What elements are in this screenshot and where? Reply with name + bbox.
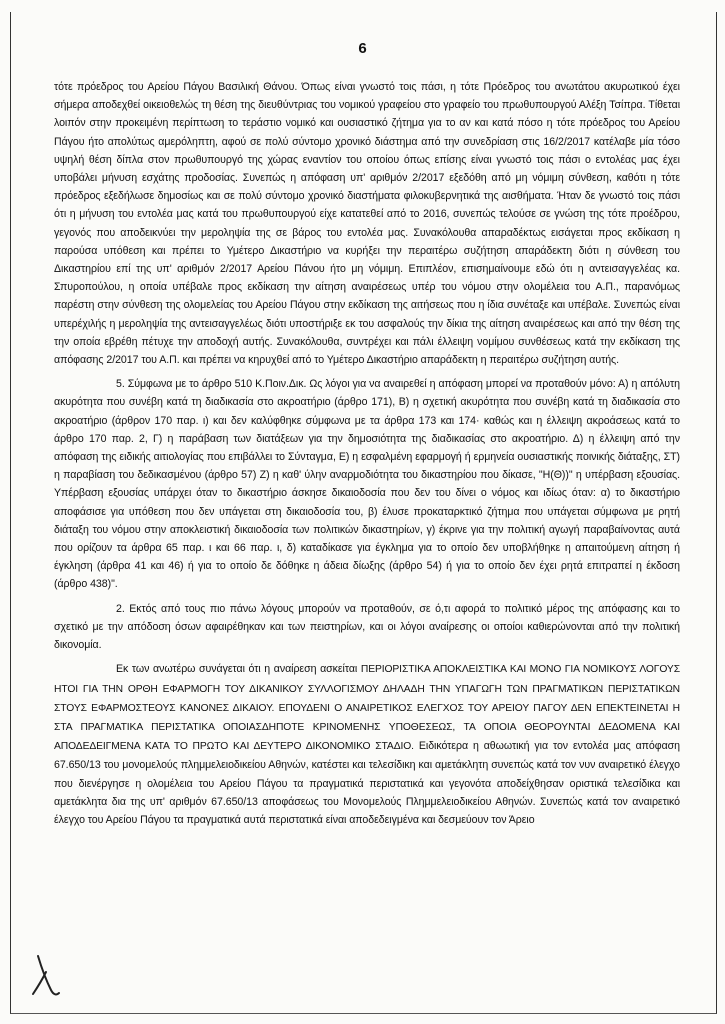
conclusion-intro: Εκ των ανωτέρω συνάγεται ότι η αναίρεση ασκείται	[116, 663, 358, 676]
document-body	[54, 78, 680, 835]
conclusion-rest: Ειδικότερα η αθωωτική για τον εντολέα μας απόφαση 67.650/13 του μονομελούς πλημμελειοδικείου Αθηνών, κατέστει και τελεσίδικη και αμετάκλητη συνεπώς κατά τον νυν αναιρετικό έλεγχο που διενέργησε η ολομέλεια του Αρείου Πάγου τα πραγματικά περιστατικά και γεγονότα αποδείχθησαν οριστικά τελεσίδικα και αμετάκλητα δια της υπ' αριθμόν 67.650/13 αποφάσεως του Μονομελούς Πλημμελειοδικείου Αθηνών. Συνεπώς κατά τον αναιρετικό έλεγχο του Αρείου Πάγου τα πραγματικά αυτά περιστατικά είναι αποδεδειγμένα και δεσμεύουν τον Άρειο	[54, 740, 680, 826]
page-number: 6	[358, 40, 367, 57]
paragraph-grounds-composition: τότε πρόεδρος του Αρείου Πάγου Βασιλική Θάνου. Όπως είναι γνωστό τοις πάσι, η τότε Πρόεδρος του ανωτάτου ακυρωτικού έχει σήμερα αποδεχθεί οικειοθελώς τη θέση της διευθύντριας του νομικού γραφείου στο γραφείο του πρωθυπουργού Αλέξη Τσίπρα. Τίθεται λοιπόν στην προκειμένη περίπτωση το τεράστιο νομικό και ουσιαστικό ζήτημα για το αν και κατά πόσο η τότε πρόεδρος του Αρείου Πάγου ήτο απολύτως αμερόληπτη, αφού σε πολύ σύντομο χρονικό διάστημα από την συνεδρίαση στις 16/2/2017 κατέλαβε μία τόσο υψηλή θέση δίπλα στον πρωθυπουργό της χώρας εναντίον του οποίου όπως επίσης είναι γνωστό τοις πάσι ο εντολέας μας έχει υποβάλει μήνυση εσχάτης προδοσίας. Συνεπώς η απόφαση υπ' αριθμόν 2/2017 εξεδόθη από μη νόμιμη σύνθεση, καθότι η τότε πρόεδρος εξεδήλωσε δημοσίως και σε πολύ σύντομο χρονικό διαστήματα φιλοκυβερνητικά της αισθήματα. Ήταν δε γνωστό τοις πάσι ότι η μήνυση του εντολέα μας κατά του πρωθυπουργού είχε κατατεθεί από το 2016, συνεπώς τελούσε σε γνώση της τότε προέδρου, γεγονός που αποδεικνύει την μεροληψία της σε βάρος του εντολέα μας. Συνακόλουθα απαραδέκτως εισάγεται προς εκδίκαση η παρούσα υπόθεση και πρέπει το Υμέτερο Δικαστήριο να κυρήξει την περαιτέρω συζήτηση απαράδεκτη διότι η σύνθεση του Δικαστηρίου επί της υπ' αριθμόν 2/2017 Αρείου Πάνου ήτο μη νόμιμη. Επιπλέον, επισημαίνουμε εδώ ότι η αντεισαγγελέας κα. Σπυροπούλου, η οποία υπέβαλε προς εκδίκαση την αίτηση αναιρέσεως υπέρ του νόμου στην ολομέλεια του Α.Π., παρανόμως παρέστη στην σύνθεση της ολομελείας του Αρείου Πάγου στην εκδίκαση της αιτήσεως που η ίδια συνέταξε και υπέβαλε. Συνεπώς είναι υπερέχιλής η μεροληψία της αντεισαγγελέως διότι υποστήριξε εκ του ασφαλούς την δίκια της αίτηση αναιρέσεως και από την θέση της την οποία εβρέθη πέτυχε την αποδοχή αυτής. Συνακόλουθα, συντρέχει και πάλι έλλειψη νομίμου συνθέσεως κατά την εκδίκαση της απόφασης 2/2017 του Α.Π. και πρέπει να κηρυχθεί από το Υμέτερο Δικαστήριο απαράδεκτη η περαιτέρω συζήτηση αυτής.	[54, 81, 680, 367]
paragraph-article-510: 5. Σύμφωνα με το άρθρο 510 Κ.Ποιν.Δικ. Ως λόγοι για να αναιρεθεί η απόφαση μπορεί να προταθούν μόνο: Α) η απόλυτη ακυρότητα που συνέβη κατά τη διαδικασία στο ακροατήριο (άρθρο 171), Β) η σχετική ακυρότητα που συνέβη κατά τη διαδικασία στο ακροατήριο (άρθρον 170 παρ. ι) και δεν καλύφθηκε σύμφωνα με τα άρθρα 173 και 174· καθώς και η έλλειψη ακροάσεως κατά το άρθρο 170 παρ. 2, Γ) η παράβαση των διατάξεων για την δημοσιότητα της διαδικασίας στο ακροατήριο. Δ) η έλλειψη από την απόφαση της ειδικής αιτιολογίας που επιβάλλει το Σύνταγμα, Ε) η εσφαλμένη εφαρμογή ή ερμηνεία ουσιαστικής ποινικής διάταξης, ΣΤ) η παραβίαση του δεδικασμένου (άρθρο 57) Ζ) η καθ' ύλην αναρμοδιότητα του δικαστηρίου που δίκασε, "Η(Θ))" η υπέρβαση εξουσίας. Υπέρβαση εξουσίας υπάρχει όταν το δικαστήριο άσκησε δικαιοδοσία που δεν του δίνει ο νόμος και ιδίως όταν: α) το δικαστήριο αποφάσισε για υπόθεση που δεν υπάγεται στη δικαιοδοσία του, β) έλυσε προκαταρκτικό ζήτημα που υπάγεται σύμφωνα με ρητή διάταξη του νόμου στην αποκλειστική δικαιοδοσία των πολιτικών δικαστηρίων, γ) έκρινε για την πολιτική αγωγή παραβαίνοντας αυτά που ορίζουν τα άρθρα 65 παρ. ι και 66 παρ. ι, δ) καταδίκασε για έγκλημα για το οποίο δεν υποβλήθηκε η απαιτούμενη αίτηση ή έγκληση (άρθρα 41 και 46) ή για το οποίο δε δόθηκε η άδεια δίωξης (άρθρο 54) ή για το οποίο δεν έχει ρητά επιτραπεί η έκδοση (άρθρο 438)".	[54, 378, 680, 591]
paragraph-civil-grounds: 2. Εκτός από τους πιο πάνω λόγους μπορούν να προταθούν, σε ό,τι αφορά το πολιτικό μέρος της απόφασης και το σχετικό με την απόδοση όσων αφαιρέθηκαν και των πειστηρίων, και οι λόγοι αναίρεσης οι οποίοι καθιερώνονται από την πολιτική δικονομία.	[54, 602, 680, 652]
conclusion-caps-emphasis: ΠΕΡΙΟΡΙΣΤΙΚΑ ΑΠΟΚΛΕΙΣΤΙΚΑ ΚΑΙ ΜΟΝΟ ΓΙΑ ΝΟΜΙΚΟΥΣ ΛΟΓΟΥΣ ΗΤΟΙ ΓΙΑ ΤΗΝ ΟΡΘΗ ΕΦΑΡΜΟΓΗ ΤΟΥ ΔΙΚΑΝΙΚΟΥ ΣΥΛΛΟΓΙΣΜΟΥ ΔΗΛΑΔΗ ΤΗΝ ΥΠΑΓΩΓΗ ΤΩΝ ΠΡΑΓΜΑΤΙΚΩΝ ΠΕΡΙΣΤΑΤΙΚΩΝ ΣΤΟΥΣ ΕΦΑΡΜΟΣΤΕΟΥΣ ΚΑΝΟΝΕΣ ΔΙΚΑΙΟΥ. ΕΠΟΥΔΕΝΙ Ο ΑΝΑΙΡΕΤΙΚΟΣ ΕΛΕΓΧΟΣ ΤΟΥ ΑΡΕΙΟΥ ΠΑΓΟΥ ΔΕΝ ΕΠΕΚΤΕΙΝΕΤΑΙ Η ΣΤΑ ΠΡΑΓΜΑΤΙΚΑ ΠΕΡΙΣΤΑΤΙΚΑ ΟΠΟΙΑΣΔΗΠΟΤΕ ΚΡΙΝΟΜΕΝΗΣ ΥΠΟΘΕΣΕΩΣ, ΤΑ ΟΠΟΙΑ ΘΕΟΡΟΥΝΤΑΙ ΔΕΔΟΜΕΝΑ ΚΑΙ ΑΠΟΔΕΔΕΙΓΜΕΝΑ ΚΑΤΑ ΤΟ ΠΡΩΤΟ ΚΑΙ ΔΕΥΤΕΡΟ ΔΙΚΟΝΟΜΙΚΟ ΣΤΑΔΙΟ.	[54, 664, 680, 753]
handwritten-initials	[28, 950, 68, 1000]
paragraph-conclusion	[54, 660, 680, 829]
